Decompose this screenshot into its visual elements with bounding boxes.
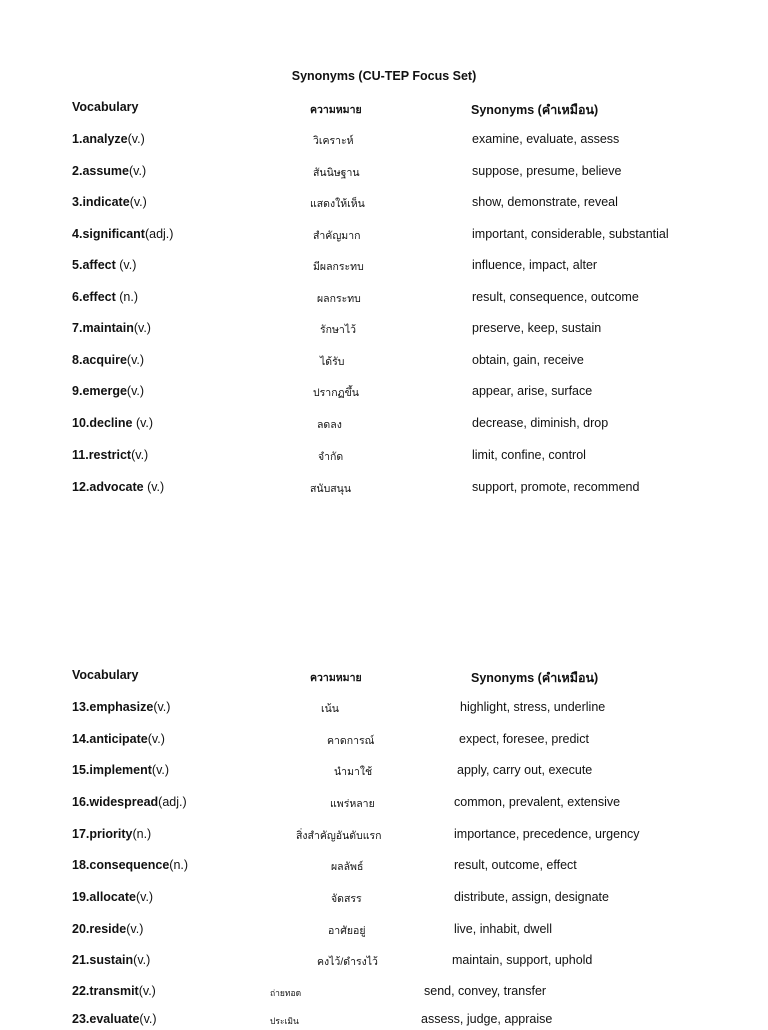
synonyms: maintain, support, uphold <box>452 953 593 967</box>
synonyms: live, inhabit, dwell <box>454 922 552 936</box>
vocabulary-header: Vocabulary <box>72 668 139 682</box>
synonyms: result, outcome, effect <box>454 858 577 872</box>
table-row <box>0 858 768 876</box>
word-number: 14. <box>72 732 90 746</box>
word-number: 10. <box>72 416 90 430</box>
word-number: 11. <box>72 448 89 462</box>
word-number: 18. <box>72 858 90 872</box>
synonyms: send, convey, transfer <box>424 984 547 998</box>
word: emerge <box>82 384 127 398</box>
part-of-speech: (v.) <box>131 448 149 462</box>
synonyms: result, consequence, outcome <box>472 290 639 304</box>
table-row <box>0 195 768 213</box>
word: assume <box>82 164 129 178</box>
synonyms: distribute, assign, designate <box>454 890 609 904</box>
part-of-speech: (v.) <box>153 700 171 714</box>
word-number: 21. <box>72 953 90 967</box>
word-number: 2. <box>72 164 83 178</box>
part-of-speech: (v.) <box>129 164 147 178</box>
thai-meaning: ถ่ายทอด <box>270 988 302 998</box>
table-row <box>0 984 768 1002</box>
table-row <box>0 416 768 434</box>
table-row <box>0 732 768 750</box>
thai-meaning: คงไว้/ดำรงไว้ <box>317 956 378 968</box>
table-row <box>0 321 768 339</box>
thai-meaning: รักษาไว้ <box>320 324 356 336</box>
part-of-speech: (n.) <box>115 290 139 304</box>
table-row <box>0 795 768 813</box>
thai-meaning: จำกัด <box>318 451 344 463</box>
synonyms: examine, evaluate, assess <box>472 132 620 146</box>
synonyms: decrease, diminish, drop <box>472 416 609 430</box>
part-of-speech: (v.) <box>133 321 151 335</box>
part-of-speech: (v.) <box>133 953 151 967</box>
table-row <box>0 922 768 940</box>
thai-meaning: สิ่งสำคัญอันดับแรก <box>296 830 382 842</box>
word-number: 4. <box>72 227 83 241</box>
synonyms: important, considerable, substantial <box>472 227 669 241</box>
table-row <box>0 763 768 781</box>
part-of-speech: (v.) <box>126 384 145 398</box>
table-row <box>0 1012 768 1030</box>
table-row <box>0 480 768 498</box>
thai-meaning: มีผลกระทบ <box>313 261 364 273</box>
part-of-speech: (v.) <box>132 416 154 430</box>
thai-meaning: ลดลง <box>317 419 342 431</box>
thai-meaning: อาศัยอยู่ <box>328 925 366 937</box>
thai-meaning: เน้น <box>321 703 339 715</box>
thai-meaning: ผลลัพธ์ <box>331 861 364 873</box>
table-row <box>0 827 768 845</box>
word-number: 16. <box>72 795 90 809</box>
table-row <box>0 448 768 466</box>
word: consequence <box>89 858 170 872</box>
table-row <box>0 700 768 718</box>
word-number: 22. <box>72 984 90 998</box>
part-of-speech: (v.) <box>147 732 165 746</box>
part-of-speech: (v.) <box>115 258 137 272</box>
word: maintain <box>82 321 134 335</box>
synonyms: importance, precedence, urgency <box>454 827 640 841</box>
word-number: 23. <box>72 1012 90 1026</box>
table-row <box>0 890 768 908</box>
word-number: 7. <box>72 321 83 335</box>
thai-meaning: วิเคราะห์ <box>313 135 354 147</box>
thai-meaning: คาดการณ์ <box>327 735 375 747</box>
synonyms: appear, arise, surface <box>472 384 593 398</box>
word-number: 17. <box>72 827 90 841</box>
word: widespread <box>89 795 159 809</box>
table-row <box>0 290 768 308</box>
synonyms: support, promote, recommend <box>472 480 640 494</box>
word-number: 5. <box>72 258 83 272</box>
table-row <box>0 384 768 402</box>
thai-meaning: แพร่หลาย <box>330 798 375 810</box>
synonyms: expect, foresee, predict <box>459 732 589 746</box>
meaning-header: ความหมาย <box>310 672 362 684</box>
word: emphasize <box>89 700 154 714</box>
meaning-header: ความหมาย <box>310 104 362 116</box>
synonyms: suppose, presume, believe <box>472 164 622 178</box>
part-of-speech: (v.) <box>139 1012 157 1026</box>
word: evaluate <box>89 1012 140 1026</box>
word-number: 15. <box>72 763 90 777</box>
part-of-speech: (adj.) <box>158 795 187 809</box>
word-number: 8. <box>72 353 83 367</box>
part-of-speech: (v.) <box>126 922 144 936</box>
part-of-speech: (n.) <box>169 858 189 872</box>
synonyms: limit, confine, control <box>472 448 586 462</box>
vocabulary-header: Vocabulary <box>72 100 139 114</box>
word: reside <box>89 922 127 936</box>
synonyms: preserve, keep, sustain <box>472 321 602 335</box>
part-of-speech: (v.) <box>129 195 147 209</box>
part-of-speech: (v.) <box>127 132 145 146</box>
word: effect <box>82 290 116 304</box>
word: restrict <box>88 448 132 462</box>
word-number: 12. <box>72 480 90 494</box>
word: acquire <box>82 353 127 367</box>
thai-meaning: นำมาใช้ <box>334 766 373 778</box>
table-1-header <box>0 100 768 118</box>
thai-meaning: สนับสนุน <box>310 483 352 495</box>
word-number: 6. <box>72 290 83 304</box>
word: anticipate <box>89 732 148 746</box>
word: implement <box>89 763 152 777</box>
word: indicate <box>82 195 130 209</box>
thai-meaning: สันนิษฐาน <box>313 167 360 179</box>
word-number: 20. <box>72 922 90 936</box>
part-of-speech: (v.) <box>126 353 145 367</box>
word-number: 13. <box>72 700 90 714</box>
thai-meaning: ผลกระทบ <box>317 293 361 305</box>
table-2-header <box>0 668 768 686</box>
part-of-speech: (n.) <box>132 827 152 841</box>
synonyms: assess, judge, appraise <box>421 1012 553 1026</box>
table-row <box>0 953 768 971</box>
table-row <box>0 258 768 276</box>
synonyms: highlight, stress, underline <box>460 700 606 714</box>
word: allocate <box>89 890 136 904</box>
word-number: 1. <box>72 132 83 146</box>
word: sustain <box>89 953 134 967</box>
word-number: 9. <box>72 384 83 398</box>
table-row <box>0 353 768 371</box>
synonyms: show, demonstrate, reveal <box>472 195 618 209</box>
part-of-speech: (adj.) <box>144 227 174 241</box>
word: analyze <box>82 132 128 146</box>
synonyms: common, prevalent, extensive <box>454 795 621 809</box>
part-of-speech: (v.) <box>135 890 154 904</box>
table-row <box>0 227 768 245</box>
word: transmit <box>89 984 139 998</box>
word-number: 19. <box>72 890 90 904</box>
synonyms: obtain, gain, receive <box>472 353 584 367</box>
thai-meaning: สำคัญมาก <box>313 230 361 242</box>
word: decline <box>89 416 133 430</box>
synonyms: apply, carry out, execute <box>457 763 593 777</box>
word: advocate <box>89 480 144 494</box>
word: affect <box>82 258 116 272</box>
word: significant <box>82 227 145 241</box>
synonyms-header: Synonyms (คำเหมือน) <box>471 671 599 685</box>
page-title: Synonyms (CU-TEP Focus Set) <box>291 69 477 83</box>
part-of-speech: (v.) <box>138 984 156 998</box>
thai-meaning: ประเมิน <box>270 1016 299 1026</box>
part-of-speech: (v.) <box>151 763 170 777</box>
word: priority <box>89 827 133 841</box>
thai-meaning: ได้รับ <box>320 356 345 368</box>
table-row <box>0 164 768 182</box>
synonyms: influence, impact, alter <box>472 258 598 272</box>
synonyms-header: Synonyms (คำเหมือน) <box>471 103 599 117</box>
part-of-speech: (v.) <box>143 480 165 494</box>
thai-meaning: แสดงให้เห็น <box>310 198 365 210</box>
word-number: 3. <box>72 195 83 209</box>
thai-meaning: ปรากฏขึ้น <box>313 387 359 399</box>
thai-meaning: จัดสรร <box>331 893 362 905</box>
table-row <box>0 132 768 150</box>
